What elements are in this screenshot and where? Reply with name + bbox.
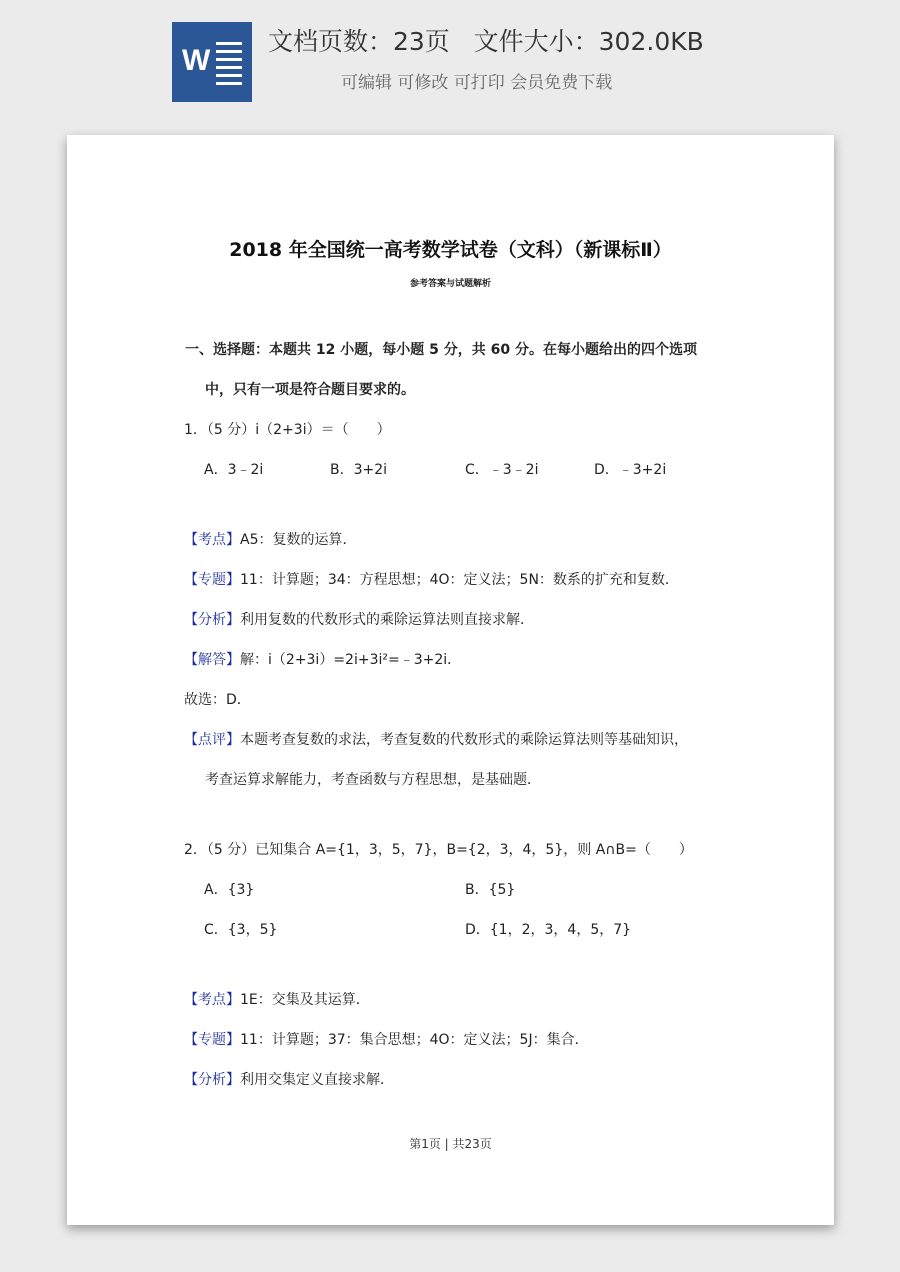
jieda-text: 解：i（2+3i）=2i+3i²=﹣3+2i． bbox=[240, 652, 462, 668]
exam-title: 2018 年全国统一高考数学试卷（文科）（新课标Ⅱ） bbox=[229, 239, 672, 261]
q1-choice: 故选：D． bbox=[184, 692, 251, 708]
q1-stem: 1．（5 分）i（2+3i）＝（ ） bbox=[184, 422, 391, 438]
zhuanti-tag: 【专题】 bbox=[184, 1032, 240, 1048]
word-icon-letter: W bbox=[182, 44, 211, 77]
q1-option-a: A．3﹣2i bbox=[204, 462, 264, 478]
q1-dianping-line2: 考查运算求解能力，考查函数与方程思想，是基础题． bbox=[205, 772, 541, 788]
q1-fenxi bbox=[184, 609, 534, 629]
kaodian-tag: 【考点】 bbox=[184, 532, 240, 548]
q2-option-b: B．{5} bbox=[465, 882, 516, 898]
word-file-icon bbox=[172, 22, 252, 102]
fenxi-text: 利用交集定义直接求解． bbox=[240, 1072, 394, 1088]
q2-stem: 2．（5 分）已知集合 A={1，3，5，7}，B={2，3，4，5}，则 A∩B=（ ） bbox=[184, 842, 693, 858]
exam-subtitle: 参考答案与试题解析 bbox=[409, 279, 491, 289]
section1-heading-line2: 中，只有一项是符合题目要求的。 bbox=[205, 382, 415, 398]
dianping-text: 本题考查复数的求法，考查复数的代数形式的乘除运算法则等基础知识， bbox=[240, 732, 688, 748]
doc-info-subtitle: 可编辑 可修改 可打印 会员免费下载 bbox=[341, 73, 613, 93]
q1-kaodian bbox=[184, 529, 356, 549]
q2-zhuanti bbox=[184, 1029, 589, 1049]
q1-option-d: D．﹣3+2i bbox=[594, 462, 667, 478]
q2-option-d: D．{1，2，3，4，5，7} bbox=[465, 922, 632, 938]
doc-info-title: 文档页数：23页 文件大小：302.0KB bbox=[268, 27, 704, 56]
fenxi-text: 利用复数的代数形式的乘除运算法则直接求解． bbox=[240, 612, 534, 628]
q1-option-b: B．3+2i bbox=[330, 462, 388, 478]
document-page bbox=[67, 135, 834, 1225]
zhuanti-text: 11：计算题；37：集合思想；4O：定义法；5J：集合． bbox=[240, 1032, 589, 1048]
q1-option-c: C．﹣3﹣2i bbox=[465, 462, 539, 478]
fenxi-tag: 【分析】 bbox=[184, 1072, 240, 1088]
jieda-tag: 【解答】 bbox=[184, 652, 240, 668]
kaodian-tag: 【考点】 bbox=[184, 992, 240, 1008]
q1-zhuanti bbox=[184, 569, 679, 589]
q2-fenxi bbox=[184, 1069, 394, 1089]
section1-heading-line1: 一、选择题：本题共 12 小题，每小题 5 分，共 60 分。在每小题给出的四个选项 bbox=[185, 342, 697, 358]
page-number: 第1页 | 共23页 bbox=[409, 1137, 492, 1151]
q1-dianping bbox=[184, 729, 688, 749]
q2-option-a: A．{3} bbox=[204, 882, 255, 898]
q2-kaodian bbox=[184, 989, 370, 1009]
word-icon-lines bbox=[216, 42, 242, 90]
zhuanti-text: 11：计算题；34：方程思想；4O：定义法；5N：数系的扩充和复数． bbox=[240, 572, 679, 588]
q1-jieda bbox=[184, 649, 461, 669]
kaodian-text: A5：复数的运算． bbox=[240, 532, 357, 548]
zhuanti-tag: 【专题】 bbox=[184, 572, 240, 588]
kaodian-text: 1E：交集及其运算． bbox=[240, 992, 370, 1008]
q2-option-c: C．{3，5} bbox=[204, 922, 278, 938]
dianping-tag: 【点评】 bbox=[184, 732, 240, 748]
fenxi-tag: 【分析】 bbox=[184, 612, 240, 628]
